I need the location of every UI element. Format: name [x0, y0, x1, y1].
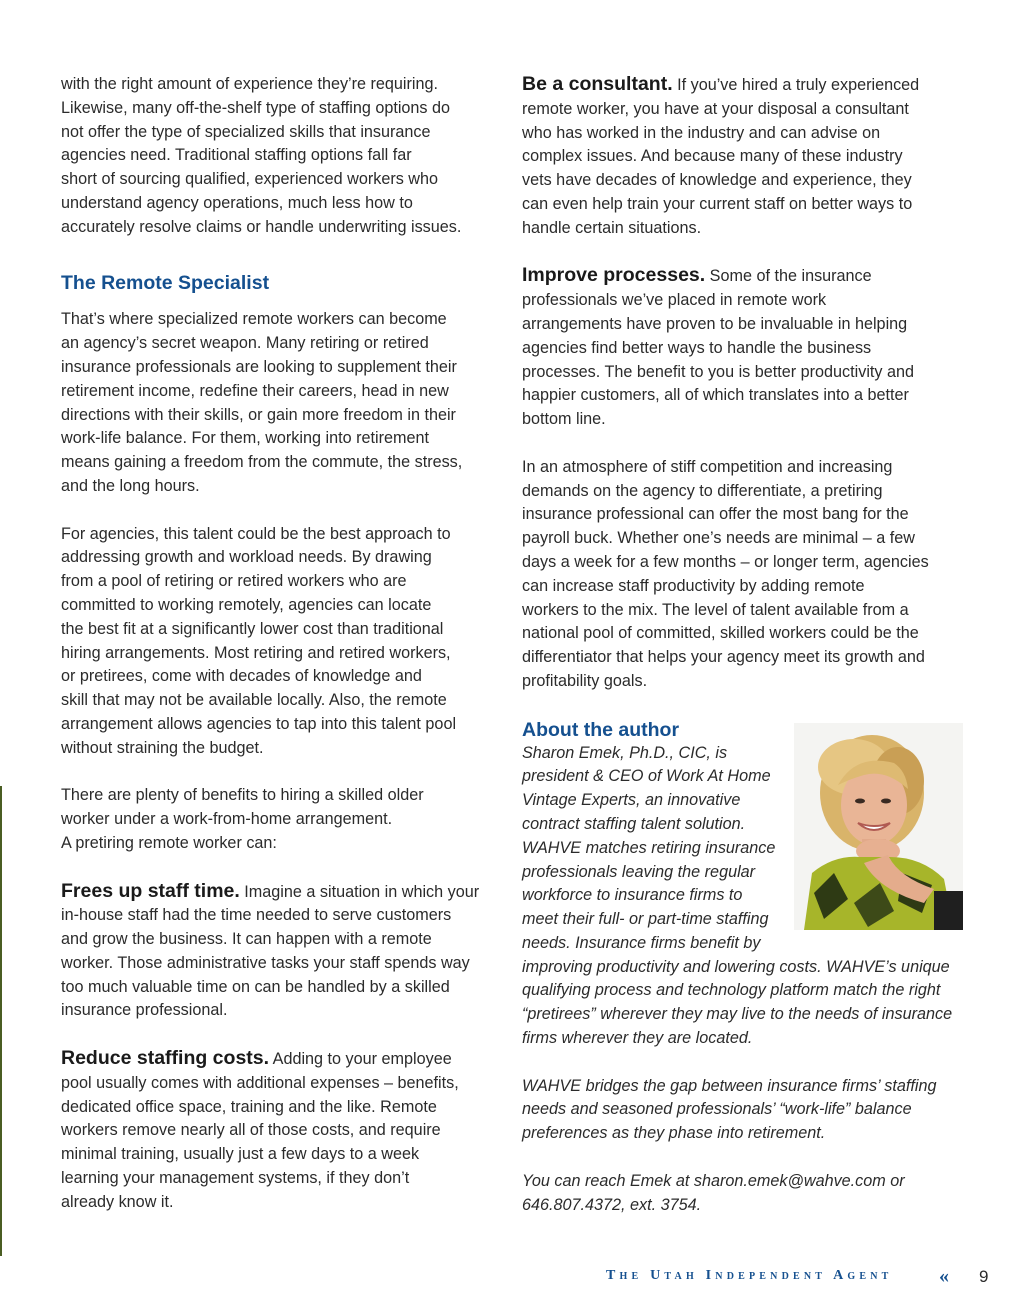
- text-line: short of sourcing qualified, experienced workers who: [61, 170, 439, 189]
- text-line: can increase staff productivity by adding remote: [522, 576, 865, 595]
- text-line: president & CEO of Work At Home: [522, 767, 771, 786]
- text-line: national pool of committed, skilled workers could be the: [522, 624, 919, 643]
- author-bridge-paragraph: [522, 1075, 966, 1146]
- text-line: hiring arrangements. Most retiring and retired workers,: [61, 643, 451, 662]
- text-line: workers to the mix. The level of talent available from a: [522, 600, 909, 619]
- text-line: professionals leaving the regular: [522, 862, 756, 881]
- left-column: [61, 73, 505, 1215]
- text-line: That’s where specialized remote workers can become: [61, 310, 447, 329]
- publication-title: The Utah Independent Agent: [606, 1268, 893, 1283]
- text-line: 646.807.4372, ext. 3754.: [522, 1195, 702, 1214]
- text-line: For agencies, this talent could be the best approach to: [61, 524, 451, 543]
- text-line: understand agency operations, much less how to: [61, 193, 413, 212]
- benefit-reduce-staffing-costs: [61, 1047, 505, 1215]
- text-line: with the right amount of experience they’re requiring.: [61, 75, 439, 93]
- text-line: too much valuable time on can be handled by a skilled: [61, 977, 450, 996]
- text-line: Likewise, many off-the-shelf type of staffing options do: [61, 98, 451, 117]
- text-line: qualifying process and technology platform match the right: [522, 981, 941, 1000]
- benefit-improve-processes: [522, 264, 966, 432]
- benefit-be-a-consultant: [522, 73, 966, 241]
- text-line: committed to working remotely, agencies can locate: [61, 595, 432, 614]
- text-line: workers remove nearly all of those costs, and require: [61, 1121, 441, 1140]
- text-line: insurance professional can offer the most bang for the: [522, 505, 909, 524]
- text-line: bottom line.: [522, 410, 606, 429]
- text-line: preferences as they phase into retirement.: [522, 1124, 826, 1143]
- text-line: the best fit at a significantly lower cost than traditional: [61, 619, 444, 638]
- text-line: pool usually comes with additional expenses – benefits,: [61, 1073, 459, 1092]
- intro-paragraph: [61, 73, 505, 240]
- text-line: complex issues. And because many of these industry: [522, 147, 903, 166]
- remote-specialist-paragraph-2: [61, 523, 505, 761]
- text-line: meet their full- or part-time staffing: [522, 910, 769, 929]
- text-line: There are plenty of benefits to hiring a skilled older: [61, 786, 424, 805]
- benefit-first-text: Imagine a situation in which your: [239, 882, 480, 901]
- author-contact: [522, 1170, 966, 1218]
- section-title-remote-specialist: The Remote Specialist: [61, 272, 270, 295]
- text-line: profitability goals.: [522, 671, 648, 690]
- text-line: dedicated office space, training and the like. Remote: [61, 1097, 437, 1116]
- text-line: or pretirees, come with decades of knowledge and: [61, 667, 422, 686]
- benefit-lead: Reduce staffing costs.: [61, 1047, 270, 1070]
- text-line: work-life balance. For them, working into retirement: [61, 429, 429, 448]
- text-line: needs and seasoned professionals’ “work-life” balance: [522, 1100, 912, 1119]
- text-line: and the long hours.: [61, 476, 200, 495]
- text-line: agencies find better ways to handle the business: [522, 338, 872, 357]
- text-line: firms wherever they are located.: [522, 1029, 753, 1048]
- text-line: “pretirees” wherever they may live to the needs of insurance: [522, 1005, 953, 1024]
- text-line: WAHVE matches retiring insurance: [522, 838, 776, 857]
- guillemet-icon: «: [939, 1265, 949, 1287]
- text-line: means gaining a freedom from the commute, the stress,: [61, 453, 463, 472]
- text-line: improving productivity and lowering costs. WAHVE’s unique: [522, 957, 950, 976]
- text-line: demands on the agency to differentiate, a pretiring: [522, 481, 883, 500]
- text-line: who has worked in the industry and can advise on: [522, 123, 881, 142]
- text-line: WAHVE bridges the gap between insurance firms’ staffing: [522, 1076, 937, 1095]
- closing-paragraph: [522, 456, 966, 694]
- text-line: directions with their skills, or gain more freedom in their: [61, 405, 456, 424]
- text-line: insurance professional.: [61, 1001, 228, 1020]
- text-line: agencies need. Traditional staffing options fall far: [61, 146, 412, 165]
- text-line: needs. Insurance firms benefit by: [522, 933, 761, 952]
- text-line: days a week for a few months – or longer term, agencies: [522, 552, 929, 571]
- text-line: arrangement allows agencies to tap into this talent pool: [61, 714, 457, 733]
- text-line: skill that may not be available locally. Also, the remote: [61, 691, 447, 710]
- text-line: vets have decades of knowledge and experience, they: [522, 171, 912, 190]
- page-number: 9: [979, 1267, 989, 1286]
- text-line: happier customers, all of which translates into a better: [522, 386, 909, 405]
- text-line: Sharon Emek, Ph.D., CIC, is: [522, 743, 728, 762]
- text-line: payroll buck. Whether one’s needs are minimal – a few: [522, 529, 915, 548]
- text-line: already know it.: [61, 1192, 174, 1211]
- text-line: from a pool of retiring or retired workers who are: [61, 572, 407, 591]
- text-line: handle certain situations.: [522, 218, 702, 237]
- text-line: minimal training, usually just a few days to a week: [61, 1145, 420, 1164]
- text-line: Vintage Experts, an innovative: [522, 791, 741, 810]
- text-line: without straining the budget.: [61, 738, 264, 757]
- benefit-first-text: Some of the insurance: [705, 267, 872, 286]
- text-line: retirement income, redefine their careers, head in new: [61, 381, 449, 400]
- benefit-frees-up-staff-time: [61, 880, 505, 1024]
- text-line: workforce to insurance firms to: [522, 886, 743, 905]
- right-column: [522, 73, 966, 1217]
- benefit-first-line: [522, 264, 966, 289]
- remote-specialist-paragraph-1: [61, 308, 505, 498]
- text-line: processes. The benefit to you is better productivity and: [522, 362, 915, 381]
- benefit-first-line: [61, 880, 505, 905]
- text-line: accurately resolve claims or handle underwriting issues.: [61, 217, 462, 236]
- text-line: contract staffing talent solution.: [522, 814, 746, 833]
- benefit-first-text: Adding to your employee: [269, 1050, 452, 1069]
- benefit-first-line: [61, 1047, 505, 1072]
- author-heading: About the author: [522, 718, 680, 741]
- text-line: can even help train your current staff on better ways to: [522, 194, 913, 213]
- remote-specialist-paragraph-3: [61, 784, 505, 855]
- page-footer: [606, 1265, 966, 1292]
- benefit-first-text: If you’ve hired a truly experienced: [672, 76, 920, 94]
- text-line: learning your management systems, if they don’t: [61, 1169, 410, 1188]
- text-line: in-house staff had the time needed to serve customers: [61, 906, 452, 925]
- text-line: You can reach Emek at sharon.emek@wahve.com or: [522, 1171, 905, 1190]
- text-line: worker under a work-from-home arrangement.: [61, 810, 393, 829]
- author-portrait-illustration: [794, 723, 963, 930]
- text-line: professionals we’ve placed in remote work: [522, 291, 827, 310]
- text-line: and grow the business. It can happen with a remote: [61, 930, 432, 949]
- text-line: In an atmosphere of stiff competition and increasing: [522, 457, 893, 476]
- benefit-first-line: [522, 73, 966, 98]
- text-line: not offer the type of specialized skills that insurance: [61, 122, 431, 141]
- page-edge-rule: [0, 786, 2, 1256]
- author-photo: [794, 723, 963, 930]
- text-line: remote worker, you have at your disposal a consultant: [522, 99, 909, 118]
- text-line: worker. Those administrative tasks your staff spends way: [61, 953, 470, 972]
- benefit-lead: Be a consultant.: [522, 73, 673, 95]
- text-line: an agency’s secret weapon. Many retiring or retired: [61, 334, 429, 353]
- text-line: A pretiring remote worker can:: [61, 833, 277, 852]
- text-line: insurance professionals are looking to supplement their: [61, 357, 457, 376]
- text-line: arrangements have proven to be invaluable in helping: [522, 314, 908, 333]
- text-line: differentiator that helps your agency meet its growth and: [522, 648, 925, 667]
- benefit-lead: Frees up staff time.: [61, 879, 240, 902]
- text-line: addressing growth and workload needs. By drawing: [61, 548, 432, 567]
- benefit-lead: Improve processes.: [522, 264, 706, 287]
